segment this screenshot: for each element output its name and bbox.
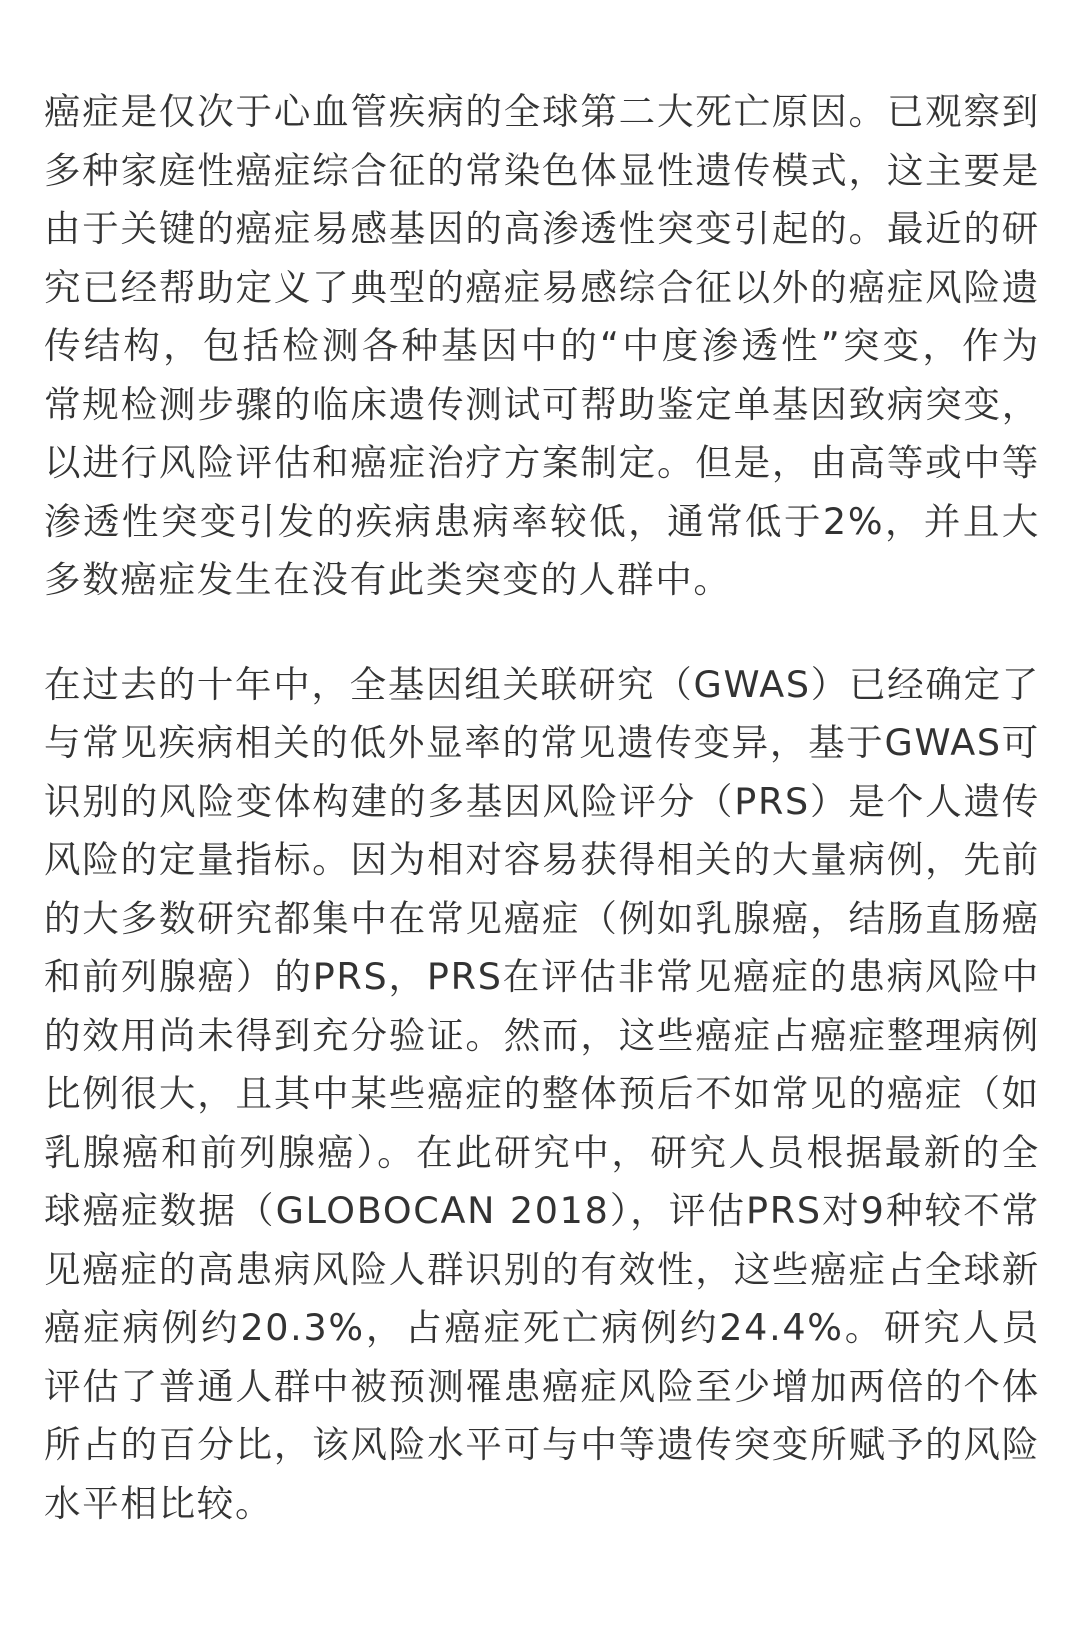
paragraph-1: 癌症是仅次于心血管疾病的全球第二大死亡原因。已观察到多种家庭性癌症综合征的常染色体显性遗传模式，这主要是由于关键的癌症易感基因的高渗透性突变引起的。最近的研究已经帮助定义了典型的癌症易感综合征以外的癌症风险遗传结构，包括检测各种基因中的“中度渗透性”突变，作为常规检测步骤的临床遗传测试可帮助鉴定单基因致病突变，以进行风险评估和癌症治疗方案制定。但是，由高等或中等渗透性突变引发的疾病患病率较低，通常低于2%，并且大多数癌症发生在没有此类突变的人群中。 xyxy=(44,90,1040,601)
paragraph-2: 在过去的十年中，全基因组关联研究（GWAS）已经确定了与常见疾病相关的低外显率的常见遗传变异，基于GWAS可识别的风险变体构建的多基因风险评分（PRS）是个人遗传风险的定量指标。因为相对容易获得相关的大量病例，先前的大多数研究都集中在常见癌症（例如乳腺癌，结肠直肠癌和前列腺癌）的PRS，PRS在评估非常见癌症的患病风险中的效用尚未得到充分验证。然而，这些癌症占癌症整理病例比例很大，且其中某些癌症的整体预后不如常见的癌症（如乳腺癌和前列腺癌）。在此研究中，研究人员根据最新的全球癌症数据（GLOBOCAN 2018），评估PRS对9种较不常见癌症的高患病风险人群识别的有效性，这些癌症占全球新癌症病例约20.3%，占癌症死亡病例约24.4%。研究人员评估了普通人群中被预测罹患癌症风险至少增加两倍的个体所占的百分比，该风险水平可与中等遗传突变所赋予的风险水平相比较。 xyxy=(44,662,1040,1525)
